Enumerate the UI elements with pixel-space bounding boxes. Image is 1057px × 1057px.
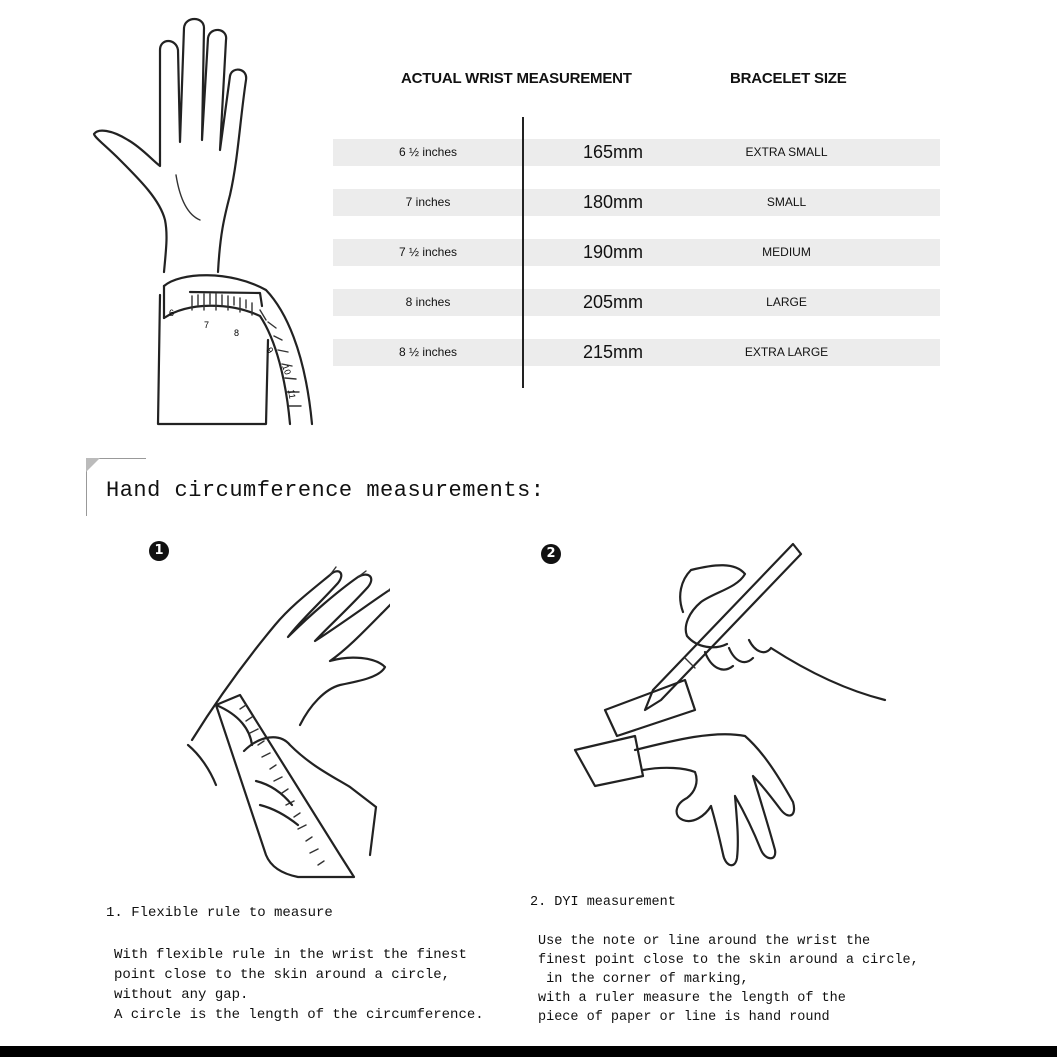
row-inches: 8 inches: [405, 295, 451, 309]
row-inches: 7 inches: [405, 195, 451, 209]
step-2-badge: 2: [541, 544, 561, 564]
row-size: EXTRA LARGE: [744, 345, 829, 359]
row-inches: 7 ½ inches: [398, 245, 458, 259]
step-1-caption: 1. Flexible rule to measure: [106, 905, 333, 921]
writing-hand-outline: [680, 565, 885, 700]
tape-mark-6: 6: [169, 308, 175, 318]
size-row: [333, 289, 940, 316]
holding-hand-outline: [244, 737, 376, 855]
tape-mark-9: 9: [264, 345, 276, 356]
bottom-bar: [0, 1046, 1057, 1057]
tape-mark-11: 11: [286, 388, 298, 400]
tape-mark-10: 10: [280, 363, 293, 377]
header-wrist-measurement: ACTUAL WRIST MEASUREMENT: [401, 70, 632, 87]
row-mm: 165mm: [582, 142, 644, 162]
measured-hand-outline: [635, 734, 794, 865]
column-divider: [522, 117, 524, 388]
row-size: EXTRA SMALL: [745, 145, 828, 159]
step-1-badge: 1: [149, 541, 169, 561]
tape-mark-8: 8: [234, 328, 240, 338]
row-mm: 205mm: [582, 292, 644, 312]
step-2-caption: 2. DYI measurement: [530, 895, 676, 910]
row-inches: 6 ½ inches: [398, 145, 458, 159]
row-size: SMALL: [766, 195, 807, 209]
size-row: [333, 189, 940, 216]
header-bracelet-size: BRACELET SIZE: [730, 70, 847, 87]
section-title: Hand circumference measurements:: [106, 478, 545, 503]
corner-triangle-icon: [86, 458, 100, 472]
tape-mark-7: 7: [204, 320, 210, 330]
size-row: [333, 339, 940, 366]
size-row: [333, 239, 940, 266]
ruler-outline: [216, 695, 354, 877]
row-size: LARGE: [766, 295, 807, 309]
size-row: [333, 139, 940, 166]
step-1-description: With flexible rule in the wrist the finest point close to the skin around a circle, without any gap. A circle is the length of the circumference.: [114, 947, 484, 1023]
row-mm: 180mm: [582, 192, 644, 212]
step-1-illustration: [180, 555, 390, 890]
tape-upper-edge: [164, 275, 312, 424]
back-hand-outline: [192, 571, 390, 740]
row-mm: 215mm: [582, 342, 644, 362]
paper-strip-end: [575, 736, 643, 786]
step-2-description: Use the note or line around the wrist the finest point close to the skin around a circle, in the corner of marking, with a ruler measure the length of the piece of paper or line is hand round: [538, 934, 919, 1025]
hand-outline: [94, 19, 246, 272]
hand-with-tape-illustration: [80, 10, 330, 430]
step-2-illustration: [565, 540, 895, 885]
row-size: MEDIUM: [762, 245, 811, 259]
row-mm: 190mm: [582, 242, 644, 262]
row-inches: 8 ½ inches: [398, 345, 458, 359]
